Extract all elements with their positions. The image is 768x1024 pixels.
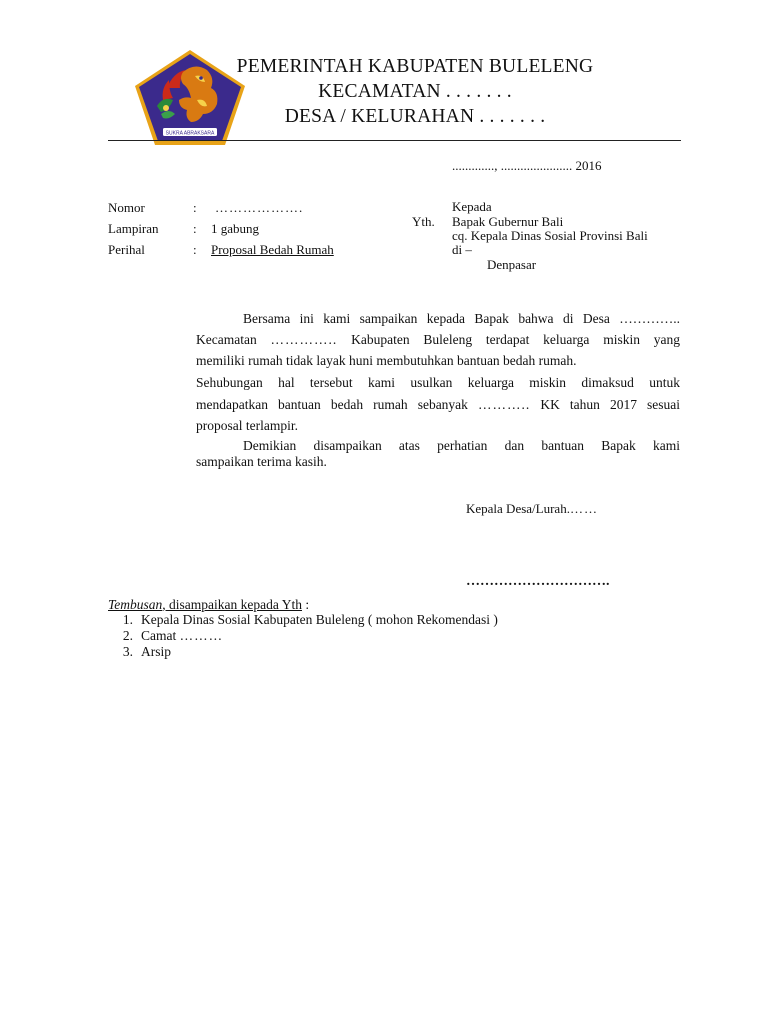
body-p1-line-1: Bersama ini kami sampaikan kepada Bapak bahwa di Desa ………….. — [243, 311, 680, 326]
body-p3-line-2: sampaikan terima kasih. — [196, 454, 327, 469]
header-divider — [108, 140, 681, 141]
recipient-kepada: Kepada — [452, 199, 492, 214]
lampiran-colon: : — [193, 221, 197, 236]
body-p2-line-3: proposal terlampir. — [196, 418, 298, 433]
header-title-3: DESA / KELURAHAN . . . . . . . — [284, 106, 546, 127]
tembusan-heading: Tembusan, disampaikan kepada Yth : — [108, 597, 310, 612]
lampiran-value: 1 gabung — [211, 221, 260, 236]
nomor-colon: : — [193, 200, 197, 215]
body-p1-line-3: memiliki rumah tidak layak huni membutuhkan bantuan bedah rumah. — [196, 353, 577, 368]
tembusan-item-2: 2. Camat ……… — [122, 628, 224, 643]
header-title-2: KECAMATAN . . . . . . . — [318, 81, 512, 102]
header-title-1: PEMERINTAH KABUPATEN BULELENG — [236, 56, 594, 77]
nomor-value: ………………. — [215, 200, 304, 215]
signature-title: Kepala Desa/Lurah.…… — [466, 501, 598, 516]
recipient-line-3: di – — [452, 242, 472, 257]
emblem-motto: SUKRA ABRAKSARA — [165, 130, 215, 137]
signature-name-line: …………………………. — [466, 574, 610, 589]
perihal-value: Proposal Bedah Rumah — [211, 242, 334, 257]
tembusan-list — [108, 612, 498, 660]
recipient-line-1: Bapak Gubernur Bali — [452, 214, 564, 229]
body-p3-line-1: Demikian disampaikan atas perhatian dan bantuan Bapak kami — [243, 438, 680, 453]
body-p2-line-2: mendapatkan bantuan bedah rumah sebanyak ……….. KK tahun 2017 sesuai — [196, 397, 681, 412]
tembusan-item-1: 1. Kepala Dinas Sosial Kabupaten Buleleng ( mohon Rekomendasi ) — [122, 612, 498, 627]
recipient-line-2: cq. Kepala Dinas Sosial Provinsi Bali — [452, 228, 648, 243]
recipient-line-4: Denpasar — [487, 257, 537, 272]
perihal-colon: : — [193, 242, 197, 257]
perihal-label: Perihal — [108, 242, 145, 257]
lampiran-label: Lampiran — [108, 221, 159, 236]
recipient-yth: Yth. — [412, 214, 435, 229]
body-p1-line-2: Kecamatan ………….. Kabupaten Buleleng terdapat keluarga miskin yang — [196, 332, 681, 347]
date-line: ............., ...................... 2016 — [452, 158, 602, 173]
nomor-label: Nomor — [108, 200, 145, 215]
body-p2-line-1: Sehubungan hal tersebut kami usulkan keluarga miskin dimaksud untuk — [196, 375, 680, 390]
tembusan-item-3: 3. Arsip — [122, 644, 171, 659]
